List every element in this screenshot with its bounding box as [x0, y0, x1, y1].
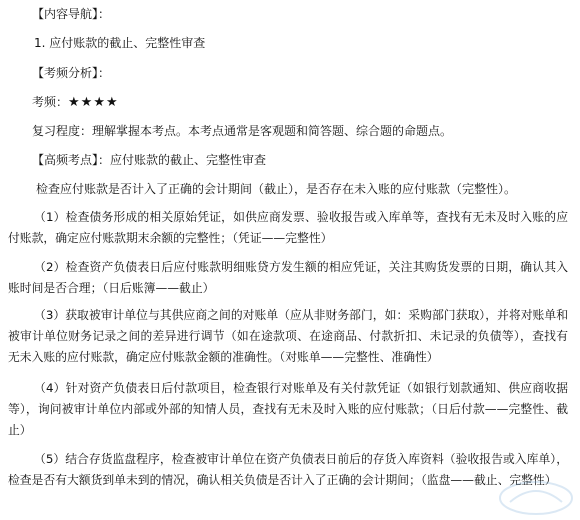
watermark-logo [496, 478, 576, 518]
nav-item: 1. 应付账款的截止、完整性审查 [34, 36, 206, 50]
paragraph-4: （4）针对资产负债表日后付款项目，检查银行对账单及有关付款凭证（如银行划款通知、供应商收据等），询问被审计单位内部或外部的知情人员，查找有无未及时入账的应付账款；（日后付款——完整性、截止） [8, 381, 568, 437]
paragraph-1: （1）检查债务形成的相关原始凭证，如供应商发票、验收报告或入库单等，查找有无未及时入账的应付账款，确定应付账款期末余额的完整性；（凭证——完整性） [8, 210, 568, 245]
review-text: 复习程度：理解掌握本考点。本考点通常是客观题和简答题、综合题的命题点。 [32, 124, 453, 138]
freq-line [32, 93, 119, 112]
paragraph-2: （2）检查资产负债表日后应付账款明细账贷方发生额的相应凭证，关注其购货发票的日期，确认其入账时间是否合理；（日后账簿——截止） [8, 260, 568, 295]
paragraph-3: （3）获取被审计单位与其供应商之间的对账单（应从非财务部门，如：采购部门获取），并将对账单和被审计单位财务记录之间的差异进行调节（如在途款项、在途商品、付款折扣、未记录的负债等），查找有无未入账的应付账款，确定应付账款金额的准确性。（对账单——完整性、准确性） [8, 308, 568, 364]
freq-stars: ★★★★ [68, 95, 119, 110]
freq-heading: 【考频分析】： [32, 66, 111, 80]
paragraph-5: （5）结合存货监盘程序，检查被审计单位在资产负债表日前后的存货入库资料（验收报告或入库单），检查是否有大额货到单未到的情况，确认相关负债是否计入了正确的会计期间；（监盘——截止、完整性） [8, 452, 568, 487]
hot-heading: 【高频考点】：应付账款的截止、完整性审查 [32, 153, 267, 167]
nav-heading: 【内容导航】： [32, 7, 111, 21]
intro-text: 检查应付账款是否计入了正确的会计期间（截止），是否存在未入账的应付账款（完整性）。 [36, 182, 517, 196]
freq-label: 考频： [32, 95, 69, 109]
